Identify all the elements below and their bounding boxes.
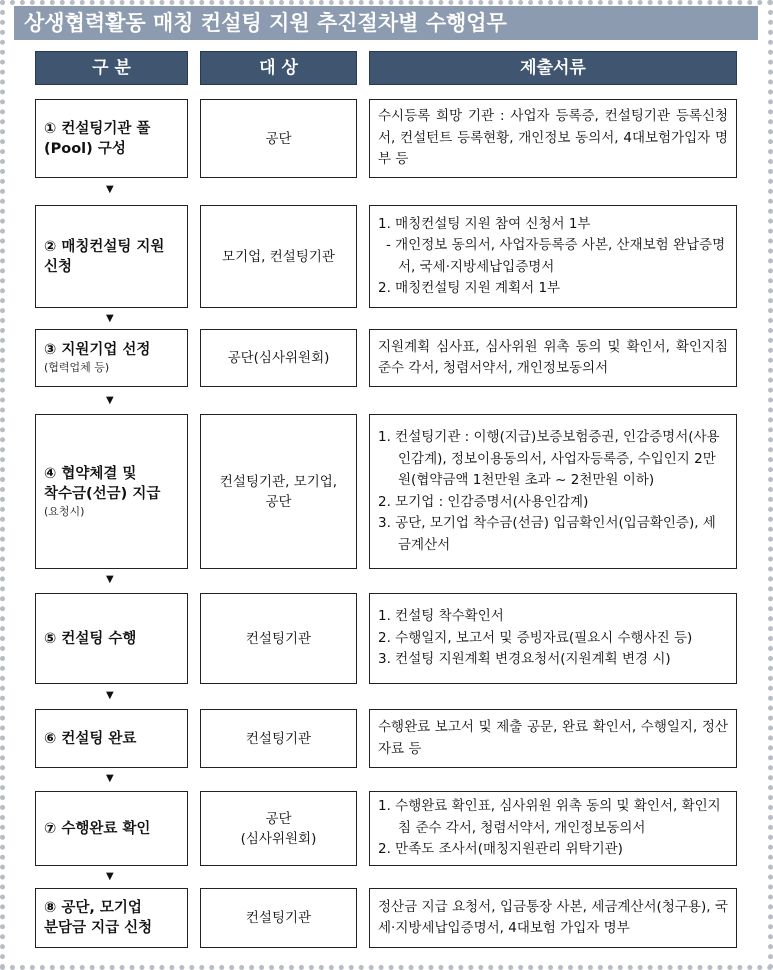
flow-arrow-icon: ▼ <box>106 690 114 701</box>
stage-2-title: ② 매칭컨설팅 지원 신청 <box>44 238 165 275</box>
documents-4-item: 3. 공단, 모기업 착수금(선금) 입금확인서(입금확인증), 세금계산서 <box>378 515 716 553</box>
documents-4-item: 1. 컨설팅기관 : 이행(지급)보증보험증권, 인감증명서(사용인감계), 정보이용동의서, 사업자등록증, 수입인지 2만원(협약금액 1천만원 초과 ~ 2천만원 이하) <box>378 429 720 488</box>
target-2: 모기업, 컨설팅기관 <box>200 205 357 308</box>
stage-3-note: (협력업체 등) <box>44 361 110 374</box>
header-target: 대 상 <box>200 51 357 85</box>
documents-5-item: 1. 컨설팅 착수확인서 <box>378 608 504 625</box>
flow-arrow-icon: ▼ <box>106 184 114 195</box>
flow-arrow-icon: ▼ <box>106 871 114 882</box>
flow-arrow-icon: ▼ <box>106 574 114 585</box>
documents-1 <box>369 99 737 178</box>
documents-2-item: 2. 매칭컨설팅 지원 계획서 1부 <box>378 280 561 296</box>
stage-2 <box>35 205 188 308</box>
stage-6 <box>35 709 188 768</box>
header-category: 구 분 <box>35 51 188 85</box>
documents-6-text: 수행완료 보고서 및 제출 공문, 완료 확인서, 수행일지, 정산자료 등 <box>378 719 728 757</box>
target-4: 컨설팅기관, 모기업, 공단 <box>200 414 357 569</box>
documents-6 <box>369 709 737 768</box>
stage-7-title: ⑦ 수행완료 확인 <box>44 820 151 837</box>
documents-2-item: 1. 매칭컨설팅 지원 참여 신청서 1부 <box>378 215 591 232</box>
documents-4-item: 2. 모기업 : 인감증명서(사용인감계) <box>378 493 589 510</box>
documents-7 <box>369 791 737 866</box>
documents-3-text: 지원계획 심사표, 심사위원 위촉 동의 및 확인서, 확인지침 준수 각서, 청렴서약서, 개인정보동의서 <box>378 338 728 376</box>
target-1: 공단 <box>200 99 357 178</box>
documents-5-item: 2. 수행일지, 보고서 및 증빙자료(필요시 수행사진 등) <box>378 629 693 646</box>
stage-1 <box>35 99 188 178</box>
documents-8 <box>369 888 737 948</box>
documents-5 <box>369 593 737 684</box>
documents-4 <box>369 414 737 569</box>
documents-2 <box>369 205 737 308</box>
stage-4 <box>35 414 188 569</box>
flow-arrow-icon: ▼ <box>106 313 114 324</box>
documents-5-item: 3. 컨설팅 지원계획 변경요청서(지원계획 변경 시) <box>378 651 671 668</box>
target-7: 공단 (심사위원회) <box>200 791 357 866</box>
documents-7-item: 1. 수행완료 확인표, 심사위원 위촉 동의 및 확인서, 확인지침 준수 각서, 청렴서약서, 개인정보동의서 <box>378 798 721 836</box>
stage-4-title: ④ 협약체결 및 착수금(선금) 지급 <box>44 465 161 502</box>
stage-3 <box>35 329 188 387</box>
stage-5 <box>35 593 188 684</box>
documents-3 <box>369 329 737 387</box>
stage-3-title: ③ 지원기업 선정 <box>44 342 151 358</box>
stage-8 <box>35 888 188 948</box>
stage-4-note: (요청시) <box>44 504 85 518</box>
target-6: 컨설팅기관 <box>200 709 357 768</box>
flow-arrow-icon: ▼ <box>106 773 114 784</box>
stage-8-title: ⑧ 공단, 모기업 분담금 지급 신청 <box>44 900 153 936</box>
page-title: 상생협력활동 매칭 컨설팅 지원 추진절차별 수행업무 <box>14 6 758 40</box>
documents-8-text: 정산금 지급 요청서, 입금통장 사본, 세금계산서(청구용), 국세·지방세납입증명서, 4대보험 가입자 명부 <box>378 898 728 936</box>
target-8: 컨설팅기관 <box>200 888 357 948</box>
header-documents: 제출서류 <box>369 51 737 85</box>
target-5: 컨설팅기관 <box>200 593 357 684</box>
target-3: 공단(심사위원회) <box>200 329 357 387</box>
flow-arrow-icon: ▼ <box>106 395 114 406</box>
stage-5-title: ⑤ 컨설팅 수행 <box>44 630 137 647</box>
stage-1-title: ① 컨설팅기관 풀 (Pool) 구성 <box>44 120 151 157</box>
stage-6-title: ⑥ 컨설팅 완료 <box>44 730 137 747</box>
documents-2-subitem: - 개인정보 동의서, 사업자등록증 사본, 산재보험 완납증명서, 국세·지방세납입증명서 <box>386 237 726 275</box>
documents-1-text: 수시등록 희망 기관 : 사업자 등록증, 컨설팅기관 등록신청서, 컨설턴트 등록현황, 개인정보 동의서, 4대보험가입자 명부 등 <box>378 108 728 168</box>
stage-7 <box>35 791 188 866</box>
documents-7-item: 2. 만족도 조사서(매칭지원관리 위탁기관) <box>378 841 623 858</box>
